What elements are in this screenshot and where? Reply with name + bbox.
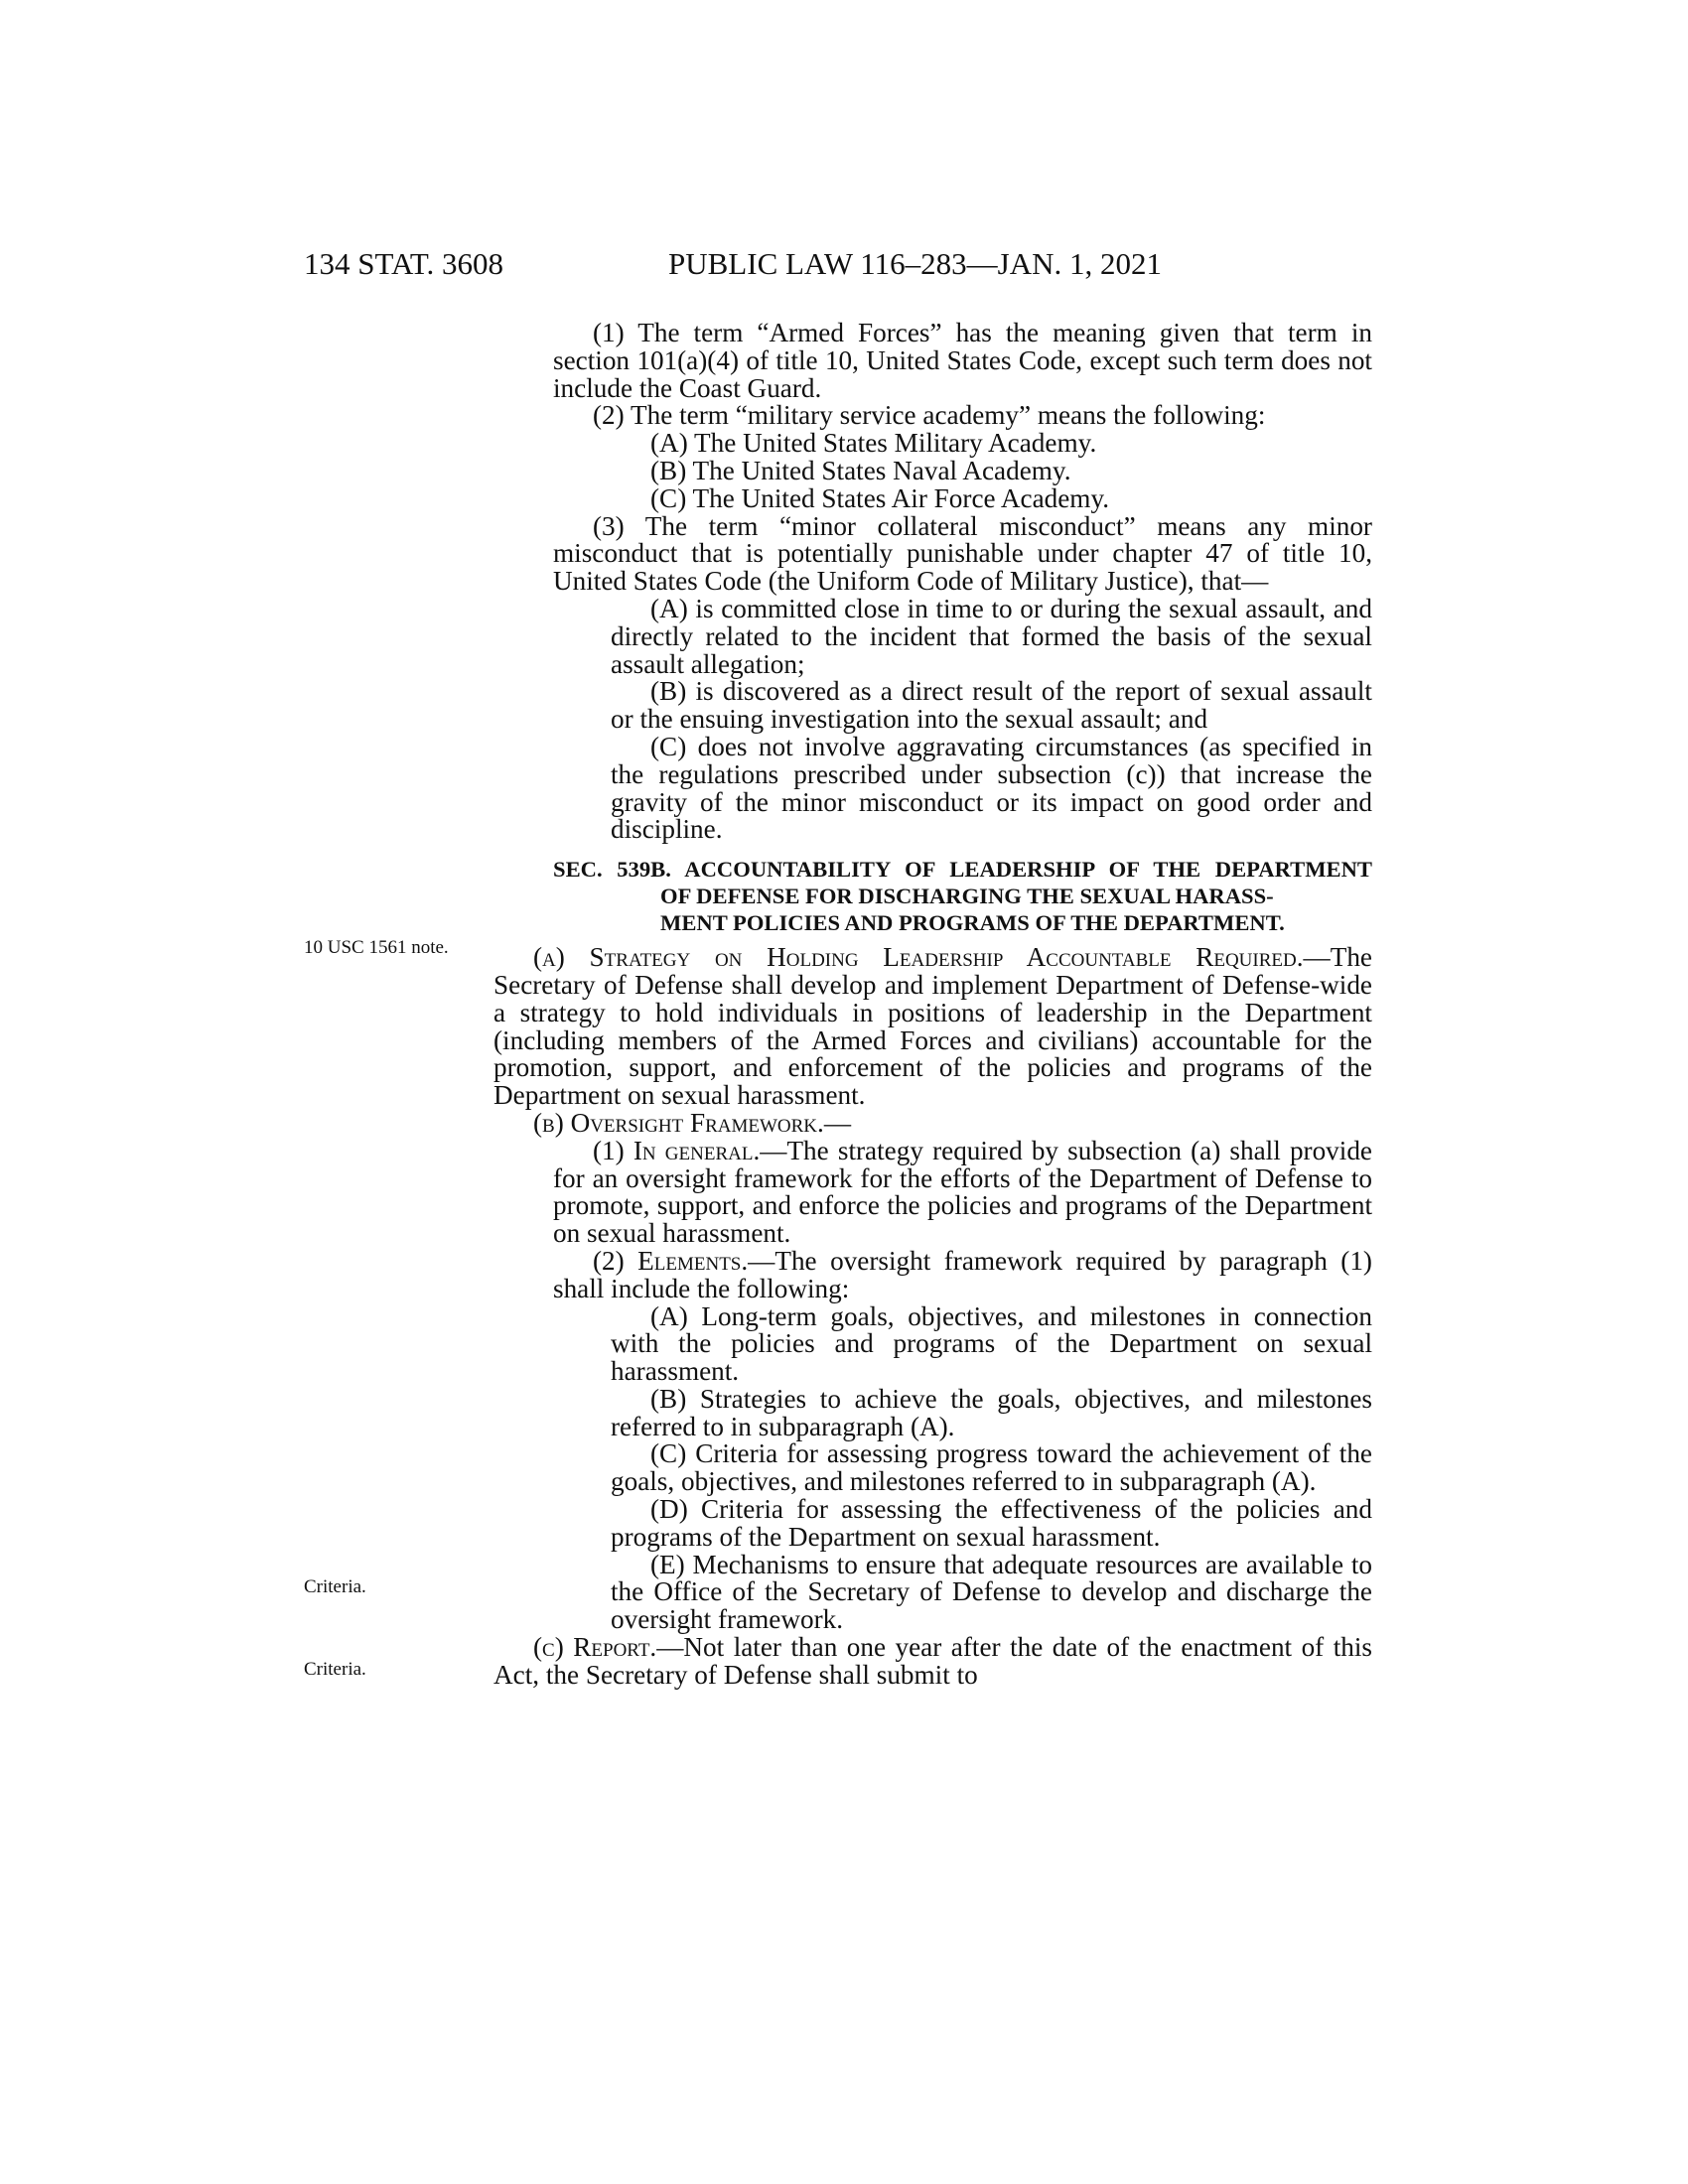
page-title: PUBLIC LAW 116–283—JAN. 1, 2021: [668, 246, 1162, 281]
subparagraph-b2a: (A) Long-term goals, objectives, and milestones in connection with the policies and programs of the Department on sexual harassment.: [611, 1300, 1372, 1387]
paragraph-b1: [493, 1135, 1372, 1249]
definition-subparagraph: (A) is committed close in time to or during the sexual assault, and directly related to the incident that formed the basis of the sexual assault allegation;: [611, 593, 1372, 679]
subsection-c-text: —Not later than one year after the date of the enactment of this Act, the Secretary of Defense shall submit to: [493, 1632, 1372, 1690]
paragraph-b2-text: —The oversight framework required by paragraph (1) shall include the following:: [553, 1245, 1372, 1303]
definition-paragraph: (2) The term “military service academy” means the following:: [593, 400, 1266, 431]
page-stat-number: 134 STAT. 3608: [304, 246, 504, 281]
subsection-c: [493, 1634, 1372, 1690]
subparagraph-b2c: (C) Criteria for assessing progress toward the achievement of the goals, objectives, and milestones referred to in subparagraph (A).: [611, 1438, 1372, 1497]
paragraph-b2: [493, 1245, 1372, 1303]
subparagraph-b2e: (E) Mechanisms to ensure that adequate resources are available to the Office of the Secretary of Defense to develop and discharge the oversight framework.: [611, 1549, 1372, 1635]
subsection-b-dash: —: [823, 1107, 851, 1138]
definition-subparagraph: (B) The United States Naval Academy.: [650, 455, 1071, 485]
subsection-b-heading: (b) Oversight Framework.: [533, 1107, 824, 1138]
section-heading-line: SEC. 539B. ACCOUNTABILITY OF LEADERSHIP OF THE DEPARTMENT: [553, 857, 1372, 883]
section-heading: [493, 856, 1372, 936]
definition-subparagraph: (B) is discovered as a direct result of the report of sexual assault or the ensuing investigation into the sexual assault; and: [611, 676, 1372, 735]
definition-paragraph: (3) The term “minor collateral misconduct” means any minor misconduct that is potentially punishable under chapter 47 of title 10, United States Code (the Uniform Code of Military Justice), that—: [553, 510, 1372, 597]
definition-subparagraph: (C) does not involve aggravating circumstances (as specified in the regulations prescribed under subsection (c)) that increase the gravity of the minor misconduct or its impact on good order and discipline.: [611, 731, 1372, 845]
subsection-a-heading: (a) Strategy on Holding Leadership Accountable Required.: [533, 942, 1304, 973]
definition-subparagraph: (A) The United States Military Academy.: [650, 428, 1097, 459]
document-body: [493, 320, 1372, 1690]
definition-subparagraph: (C) The United States Air Force Academy.: [650, 482, 1110, 513]
margin-note-usc: 10 USC 1561 note.: [304, 937, 449, 958]
subparagraph-b2d: (D) Criteria for assessing the effectiveness of the policies and programs of the Department on sexual harassment.: [611, 1494, 1372, 1552]
paragraph-b2-heading: (2) Elements.: [593, 1245, 749, 1276]
section-heading-line: MENT POLICIES AND PROGRAMS OF THE DEPARTMENT.: [660, 910, 1285, 936]
subparagraph-b2b: (B) Strategies to achieve the goals, objectives, and milestones referred to in subparagraph (A).: [611, 1383, 1372, 1441]
subsection-b: [493, 1107, 1372, 1138]
paragraph-b1-text: —The strategy required by subsection (a) shall provide for an oversight framework for the efforts of the Department of Defense to promote, support, and enforce the policies and programs of the Department on sexual harassment.: [553, 1135, 1372, 1249]
section-heading-line: OF DEFENSE FOR DISCHARGING THE SEXUAL HARASS-: [660, 884, 1274, 909]
subsection-a-text: —The Secretary of Defense shall develop and implement Department of Defense-wide a strategy to hold individuals in positions of leadership in the Department (including members of the Armed Forces and civilians) accountable for the promotion, support, and enforcement of the policies and programs of the Department on sexual harassment.: [493, 942, 1372, 1111]
subsection-a: [493, 944, 1372, 1110]
paragraph-b1-heading: (1) In general.: [593, 1135, 761, 1165]
margin-note-criteria: Criteria.: [304, 1576, 366, 1597]
margin-note-criteria: Criteria.: [304, 1659, 366, 1680]
subsection-c-heading: (c) Report.: [533, 1632, 657, 1663]
definition-paragraph: (1) The term “Armed Forces” has the meaning given that term in section 101(a)(4) of title 10, United States Code, except such term does not include the Coast Guard.: [553, 318, 1372, 403]
